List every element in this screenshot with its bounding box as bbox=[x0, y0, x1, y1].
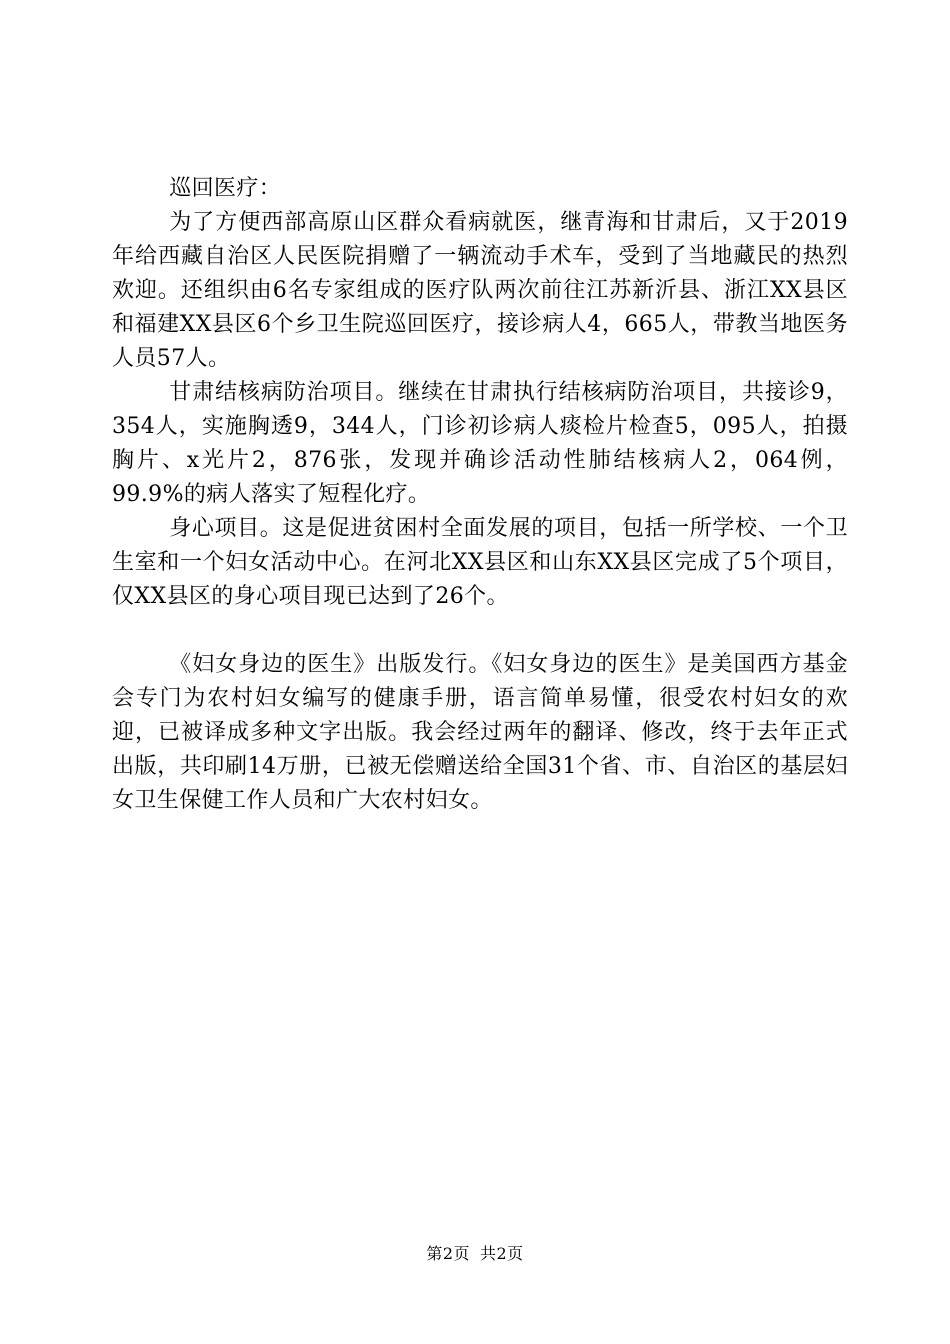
paragraph-body-mind-project: 身心项目。这是促进贫困村全面发展的项目，包括一所学校、一个卫生室和一个妇女活动中心。在河北XX县区和山东XX县区完成了5个项目，仅XX县区的身心项目现已达到了26个。 bbox=[112, 516, 848, 609]
page-footer bbox=[0, 1243, 950, 1265]
page-total: 共2页 bbox=[480, 1244, 524, 1263]
document-body bbox=[112, 172, 848, 818]
paragraph-book-publication: 《妇女身边的医生》出版发行。《妇女身边的医生》是美国西方基金会专门为农村妇女编写的健康手册，语言简单易懂，很受农村妇女的欢迎，已被译成多种文字出版。我会经过两年的翻译、修改，终于去年正式出版，共印刷14万册，已被无偿赠送给全国31个省、市、自治区的基层妇女卫生保健工作人员和广大农村妇女。 bbox=[112, 652, 848, 813]
paragraph-mobile-medical: 为了方便西部高原山区群众看病就医，继青海和甘肃后，又于2019年给西藏自治区人民医院捐赠了一辆流动手术车，受到了当地藏民的热烈欢迎。还组织由6名专家组成的医疗队两次前往江苏新沂县、浙江XX县区和福建XX县区6个乡卫生院巡回医疗，接诊病人4，665人，带教当地医务人员57人。 bbox=[112, 210, 848, 371]
paragraph-tuberculosis-project: 甘肃结核病防治项目。继续在甘肃执行结核病防治项目，共接诊9，354人，实施胸透9，344人，门诊初诊病人痰检片检查5，095人，拍摄胸片、x光片2，876张，发现并确诊活动性肺结核病人2，064例，99.9%的病人落实了短程化疗。 bbox=[112, 380, 848, 507]
section-heading-mobile-medical: 巡回医疗： bbox=[169, 176, 282, 201]
page-number: 第2页 bbox=[426, 1244, 470, 1263]
